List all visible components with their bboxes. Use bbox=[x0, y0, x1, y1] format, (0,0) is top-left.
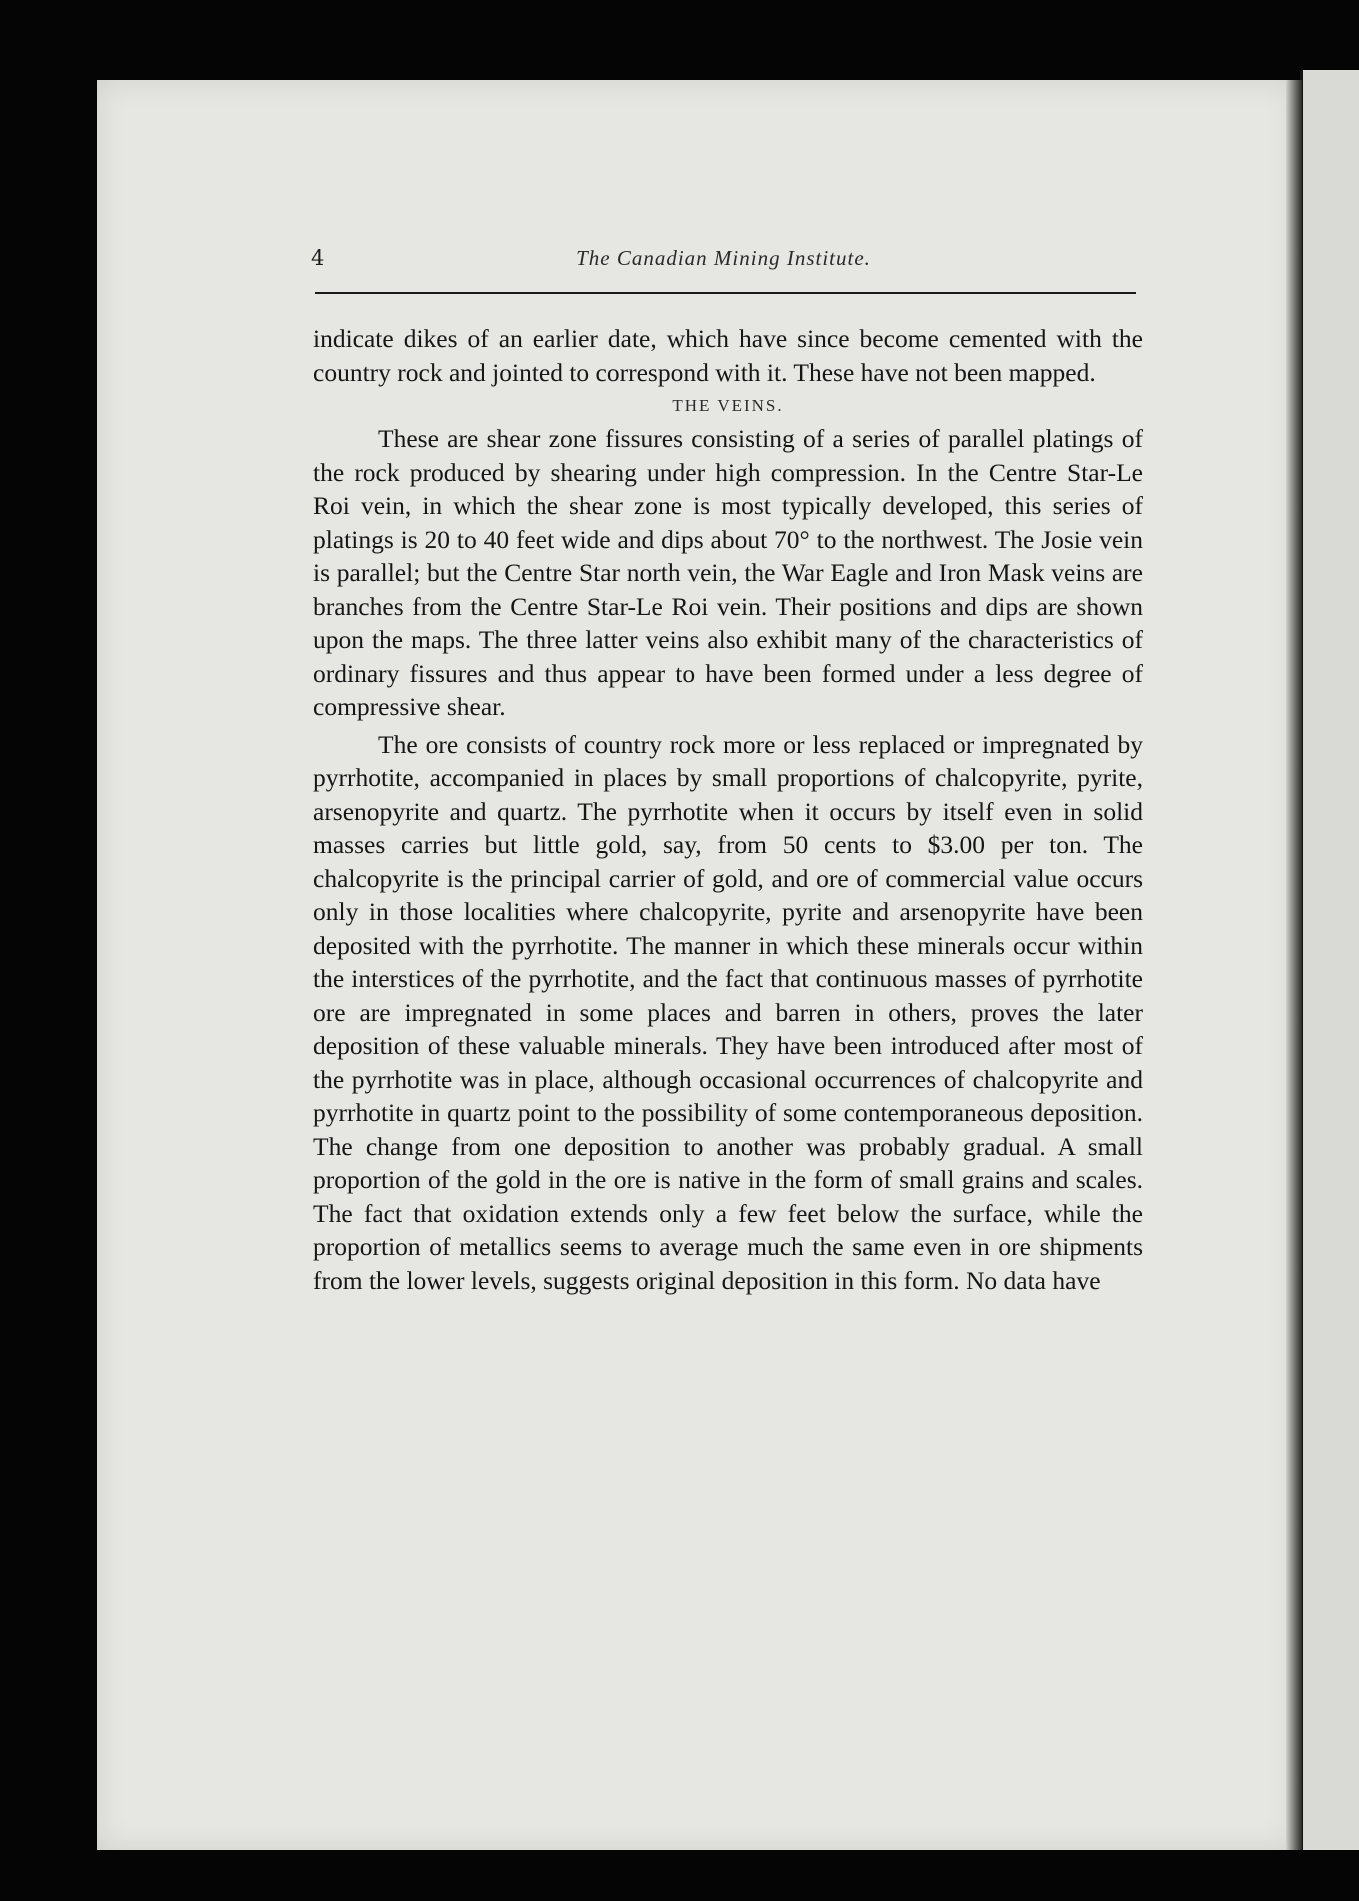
page-header bbox=[311, 246, 1136, 276]
page-gutter-shadow bbox=[1286, 80, 1302, 1850]
running-title: The Canadian Mining Institute. bbox=[576, 246, 871, 270]
page-number: 4 bbox=[311, 246, 325, 270]
body-text bbox=[313, 322, 1143, 1297]
section-heading: THE VEINS. bbox=[672, 396, 784, 415]
intro-paragraph: indicate dikes of an earlier date, which have since become cemented with the country rock and jointed to correspond with it. These have not been mapped. bbox=[313, 324, 1143, 387]
header-rule bbox=[315, 292, 1136, 294]
paragraph-ore: The ore consists of country rock more or less replaced or impregnated by pyrrhotite, accompanied in places by small proportions of chalcopyrite, pyrite, arsenopyrite and quartz. The pyrrhotite when it occurs by itself even in solid masses carries but little gold, say, from 50 cents to $3.00 per ton. The chalcopyrite is the principal carrier of gold, and ore of commercial value occurs only in those localities where chalcopyrite, pyrite and arsenopyrite have been deposited with the pyrrhotite. The manner in which these minerals occur within the interstices of the pyrrhotite, and the fact that continuous masses of pyrrhotite ore are impregnated in some places and barren in others, proves the later deposition of these valuable minerals. They have been introduced after most of the pyrrhotite was in place, although occasional occurrences of chalcopyrite and pyrrhotite in quartz point to the possibility of some contemporaneous deposition. The change from one deposition to another was probably gradual. A small proportion of the gold in the ore is native in the form of small grains and scales. The fact that oxidation extends only a few feet below the surface, while the proportion of metallics seems to average much the same even in ore shipments from the lower levels, suggests original deposition in this form. No data have bbox=[313, 729, 1143, 1295]
adjacent-page-edge bbox=[1300, 70, 1359, 1850]
paragraph-veins: These are shear zone fissures consisting of a series of parallel platings of the rock produced by shearing under high compression. In the Centre Star-Le Roi vein, in which the shear zone is most typically developed, this series of platings is 20 to 40 feet wide and dips about 70° to the northwest. The Josie vein is parallel; but the Centre Star north vein, the War Eagle and Iron Mask veins are branches from the Centre Star-Le Roi vein. Their positions and dips are shown upon the maps. The three latter veins also exhibit many of the characteristics of ordinary fissures and thus appear to have been formed under a less degree of compressive shear. bbox=[313, 424, 1143, 721]
